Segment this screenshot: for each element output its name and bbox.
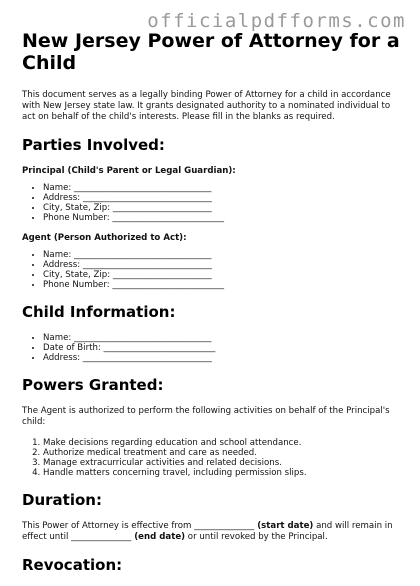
child-address-field: • Address: ______________________________ [43,353,406,363]
duration-heading: Duration: [22,490,102,509]
agent-heading: Agent (Person Authorized to Act): [22,232,187,243]
duration-text-middle: and will remain in effect until [22,520,393,542]
intro-paragraph: This document serves as a legally binding Power of Attorney for a child in accordance with New Jersey state law. It grants designated authority to a nominated individual to act on behalf of the child's interests. Please fill in the blanks as required. [22,90,391,123]
principal-phone-field: • Phone Number: __________________________ [43,213,406,223]
powers-heading: Powers Granted: [22,375,164,394]
child-fields [22,333,406,363]
start-date-blank: ______________ [194,520,255,531]
child-info-heading: Child Information: [22,302,176,321]
site-watermark: officialpdfforms.com [147,10,406,32]
duration-text-start: This Power of Attorney is effective from [22,520,195,531]
duration-text-end: or until revoked by the Principal. [185,531,328,542]
revocation-heading: Revocation: [22,555,123,574]
start-date-label: (start date) [254,520,314,531]
power-item: 4. Handle matters concerning travel, including permission slips. [43,468,406,478]
end-date-label: (end date) [131,531,186,542]
agent-name-field: • Name: ________________________________ [43,250,406,260]
child-dob-field: • Date of Birth: __________________________ [43,343,406,353]
power-item: 2. Authorize medical treatment and care as needed. [43,448,406,458]
powers-intro: The Agent is authorized to perform the following activities on behalf of the Principal's child: [22,405,390,427]
agent-city-state-zip-field: • City, State, Zip: _______________________ [43,270,406,280]
document-title: New Jersey Power of Attorney for a Child [22,30,400,74]
principal-heading: Principal (Child's Parent or Legal Guardian): [22,165,236,176]
power-item: 3. Manage extracurricular activities and related decisions. [43,458,406,468]
agent-address-field: • Address: ______________________________ [43,260,406,270]
principal-fields [22,183,406,223]
child-name-field: • Name: ________________________________ [43,333,406,343]
principal-address-field: • Address: ______________________________ [43,193,406,203]
duration-paragraph [22,521,406,543]
agent-phone-field: • Phone Number: __________________________ [43,280,406,290]
principal-name-field: • Name: ________________________________ [43,183,406,193]
principal-city-state-zip-field: • City, State, Zip: _______________________ [43,203,406,213]
document-page [22,30,406,586]
parties-heading: Parties Involved: [22,135,165,154]
powers-list [22,438,406,478]
agent-fields [22,250,406,290]
power-item: 1. Make decisions regarding education and school attendance. [43,438,406,448]
end-date-blank: ______________ [71,531,132,542]
